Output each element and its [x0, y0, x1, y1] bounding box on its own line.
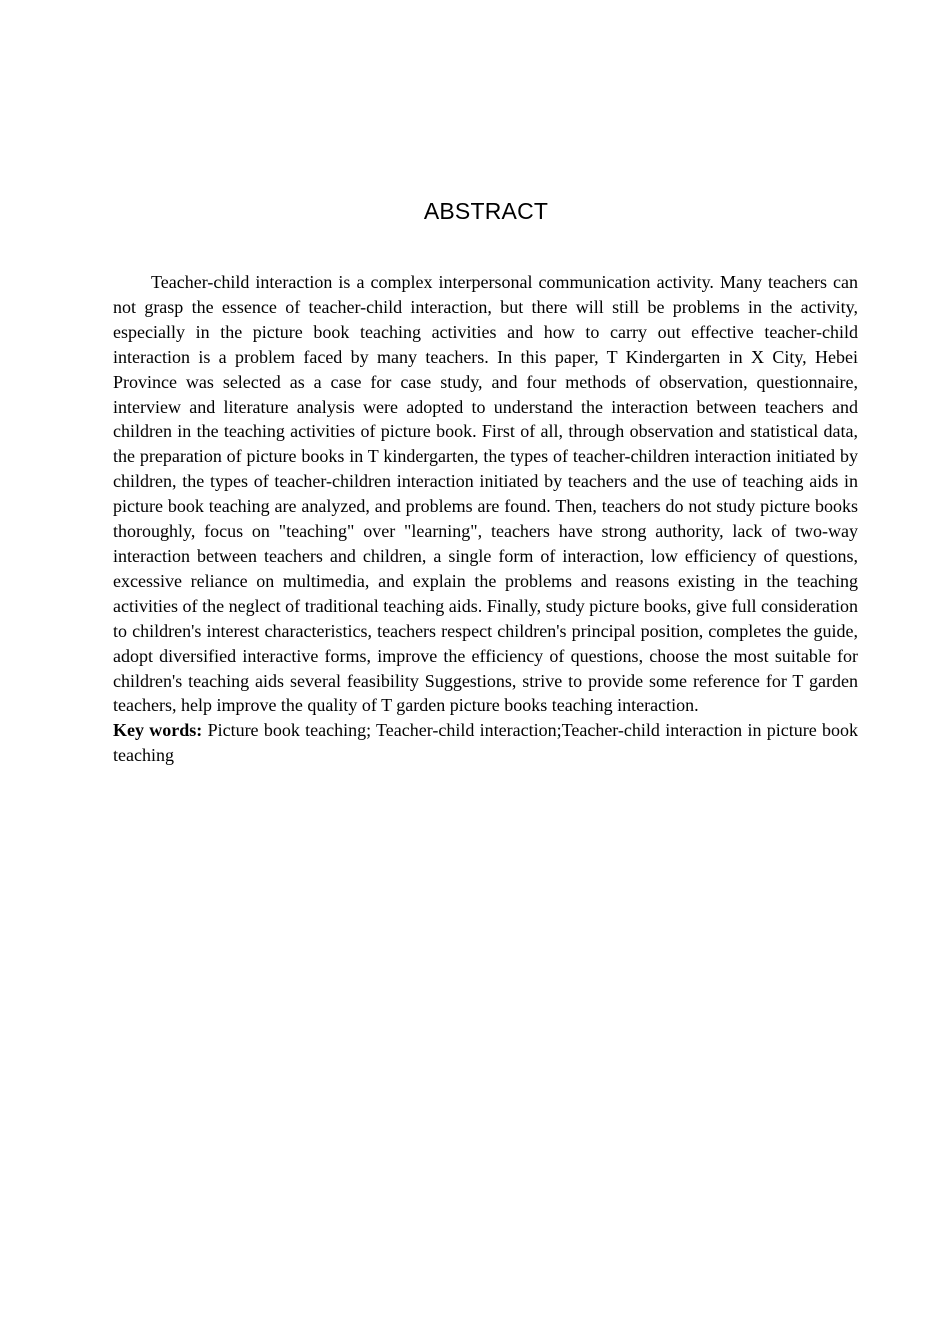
abstract-body [113, 270, 858, 768]
keywords-label: Key words: [113, 720, 203, 741]
keywords-text: Picture book teaching; Teacher-child interaction;Teacher-child interaction in picture book teaching [113, 720, 858, 766]
keywords-line [113, 718, 858, 768]
abstract-paragraph: Teacher-child interaction is a complex interpersonal communication activity. Many teachers can not grasp the essence of teacher-child interaction, but there will still be problems in the activity, especially in the picture book teaching activities and how to carry out effective teacher-child interaction is a problem faced by many teachers. In this paper, T Kindergarten in X City, Hebei Province was selected as a case for case study, and four methods of observation, questionnaire, interview and literature analysis were adopted to understand the interaction between teachers and children in the teaching activities of picture book. First of all, through observation and statistical data, the preparation of picture books in T kindergarten, the types of teacher-children interaction initiated by children, the types of teacher-children interaction initiated by teachers and the use of teaching aids in picture book teaching are analyzed, and problems are found. Then, teachers do not study picture books thoroughly, focus on "teaching" over "learning", teachers have strong authority, lack of two-way interaction between teachers and children, a single form of interaction, low efficiency of questions, excessive reliance on multimedia, and explain the problems and reasons existing in the teaching activities of the neglect of traditional teaching aids. Finally, study picture books, give full consideration to children's interest characteristics, teachers respect children's principal position, completes the guide, adopt diversified interactive forms, improve the efficiency of questions, choose the most suitable for children's teaching aids several feasibility Suggestions, strive to provide some reference for T garden teachers, help improve the quality of T garden picture books teaching interaction. [113, 272, 858, 716]
page-title: ABSTRACT [423, 198, 549, 224]
